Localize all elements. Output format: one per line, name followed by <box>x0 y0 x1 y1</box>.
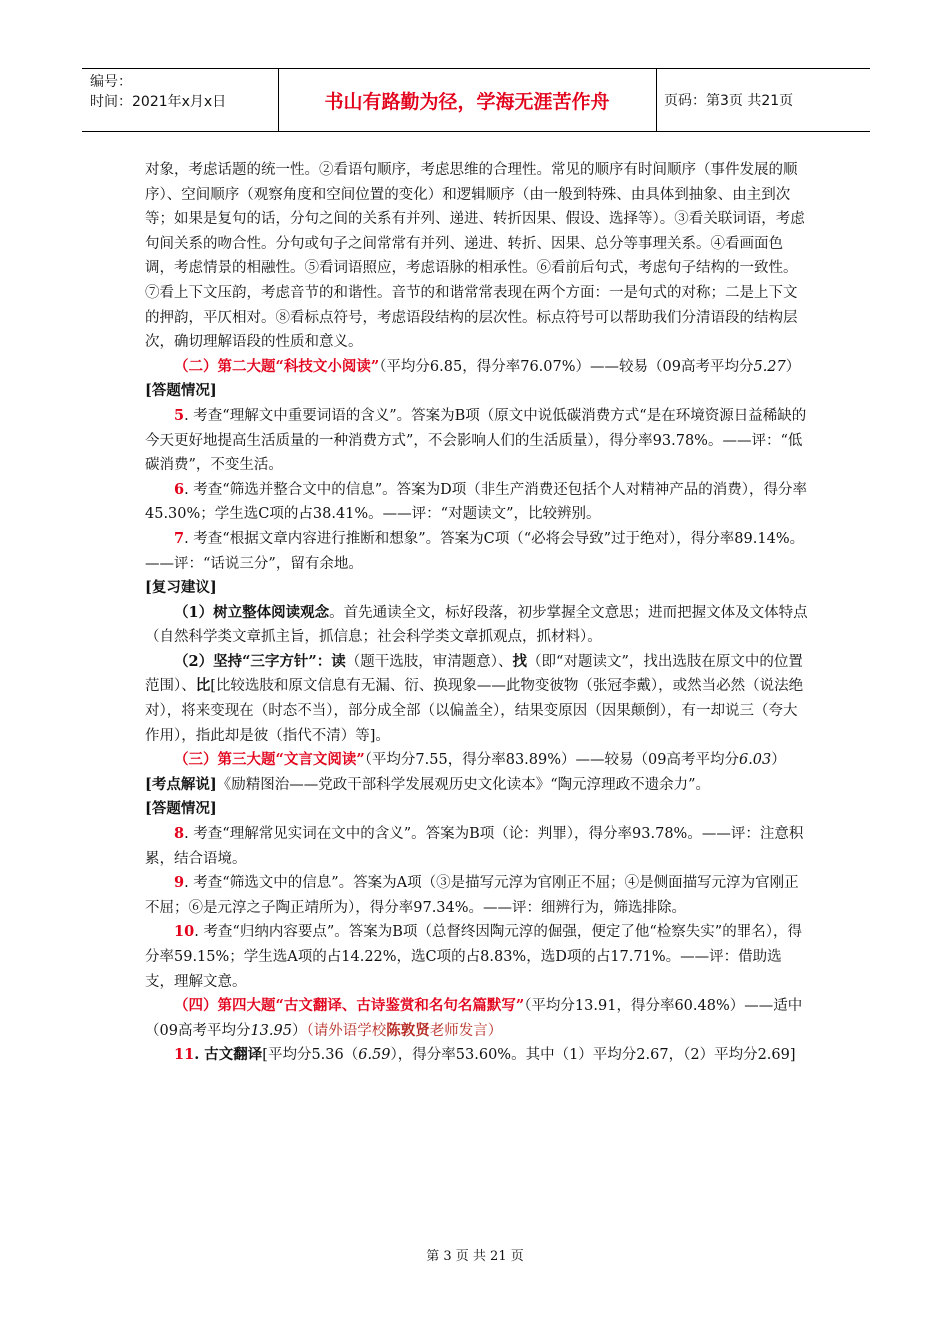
page-footer: 第 3 页 共 21 页 <box>426 1249 524 1264</box>
question-5: 5. 考查“理解文中重要词语的含义”。答案为B项（原文中说低碳消费方式“是在环境资源日益稀缺的今天更好地提高生活质量的一种消费方式”，不会影响人们的生活质量），得分率93.78%。——评：“低碳消费”，不变生活。 <box>145 406 807 474</box>
header-meta <box>82 69 279 131</box>
section-3-heading: （三）第三大题“文言文阅读”（平均分7.55，得分率83.89%）——较易（09高考平均分6.03） <box>174 751 786 769</box>
answers-tag: [答题情况] <box>145 382 217 400</box>
section-4-heading: （四）第四大题“古文翻译、古诗鉴赏和名句名篇默写”（平均分13.91，得分率60.48%）——适中（09高考平均分13.95）（请外语学校陈敦贤老师发言） <box>145 997 803 1039</box>
question-11: 11. 古文翻译[平均分5.36（6.59），得分率53.60%。其中（1）平均分2.67，（2）平均分2.69] <box>174 1046 796 1064</box>
paragraph-continued: 对象，考虑话题的统一性。②看语句顺序，考虑思维的合理性。常见的顺序有时间顺序（事件发展的顺序）、空间顺序（观察角度和空间位置的变化）和逻辑顺序（由一般到特殊、由具体到抽象、由主到次等；如果是复句的话，分句之间的关系有并列、递进、转折因果、假设、选择等）。③看关联词语，考虑句间关系的吻合性。分句或句子之间常常有并列、递进、转折、因果、总分等事理关系。④看画面色调，考虑情景的相融性。⑤看词语照应，考虑语脉的相承性。⑥看前后句式，考虑句子结构的一致性。⑦看上下文压韵，考虑音节的和谐性。音节的和谐常常表现在两个方面：一是句式的对称；二是上下文的押韵，平仄相对。⑧看标点符号，考虑语段结构的层次性。标点符号可以帮助我们分清语段的结构层次，确切理解语段的性质和意义。 <box>145 162 805 351</box>
review-2: （2）坚持“三字方针”：读（题干选肢，审清题意）、找（即“对题读文”，找出选肢在原文中的位置范围）、比[比较选肢和原文信息有无漏、衍、换现象——此物变彼物（张冠李戴），或然当必然（说法绝对），将来变现在（时态不当），部分成全部（以偏盖全），结果变原因（因果颠倒），有一却说三（夸大作用），指此却是彼（指代不清）等]。 <box>145 652 804 744</box>
question-9: 9. 考查“筛选文中的信息”。答案为A项（③是描写元淳为官刚正不屈；④是侧面描写元淳为官刚正不屈；⑥是元淳之子陶正靖所为），得分率97.34%。——评：细辨行为，筛选排除。 <box>145 874 799 916</box>
question-6: 6. 考查“筛选并整合文中的信息”。答案为D项（非生产消费还包括个人对精神产品的消费），得分率45.30%；学生选C项的占38.41%。——评：“对题读文”，比较辨别。 <box>145 480 808 523</box>
document-date: 时间：2021年x月x日 <box>90 94 227 110</box>
review-1: （1）树立整体阅读观念。首先通读全文，标好段落，初步掌握全文意思；进而把握文体及文体特点（自然科学类文章抓主旨，抓信息；社会科学类文章抓观点，抓材料）。 <box>145 603 808 646</box>
question-10: 10. 考查“归纳内容要点”。答案为B项（总督终因陶元淳的倔强，便定了他“检察失实”的罪名），得分率59.15%；学生选A项的占14.22%，选C项的占8.83%，选D项的占17.71%。——评：借助选支，理解文意。 <box>145 923 802 990</box>
header-page-number: 页码：第3页 共21页 <box>664 93 794 109</box>
answers-tag-2: [答题情况] <box>145 800 217 818</box>
header-motto: 书山有路勤为径，学海无涯苦作舟 <box>278 69 657 131</box>
section-2-heading: （二）第二大题“科技文小阅读”（平均分6.85，得分率76.07%）——较易（09高考平均分5.27） <box>174 357 801 375</box>
question-8: 8. 考查“理解常见实词在文中的含义”。答案为B项（论：判罪），得分率93.78%。——评：注意积累，结合语境。 <box>145 825 804 867</box>
page-header <box>82 68 870 132</box>
key-points: [考点解说]《励精图治——党政干部科学发展观历史文化读本》“陶元淳理政不遗余力”。 <box>145 775 711 793</box>
document-number-label: 编号： <box>90 74 132 90</box>
review-tag: [复习建议] <box>145 579 217 597</box>
document-body <box>145 158 808 1068</box>
question-7: 7. 考查“根据文章内容进行推断和想象”。答案为C项（“必将会导致”过于绝对），得分率89.14%。——评：“话说三分”，留有余地。 <box>145 529 805 572</box>
